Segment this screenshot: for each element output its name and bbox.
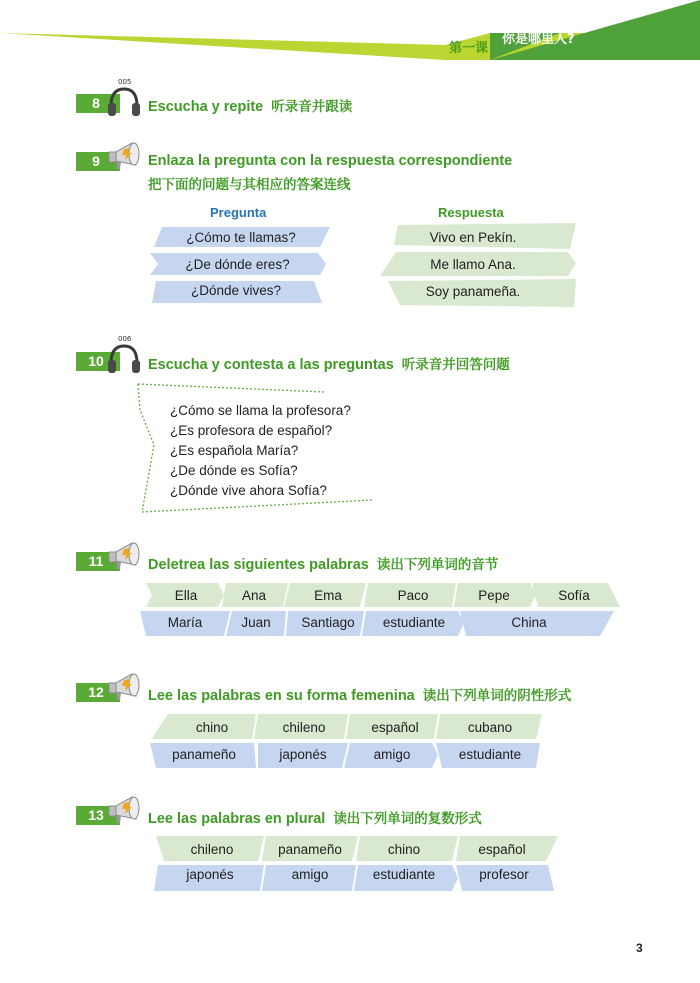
exercise-subtitle-9: 把下面的问题与其相应的答案连线	[148, 177, 351, 193]
question-item: ¿Cómo te llamas?	[186, 230, 296, 245]
exercise-title-9: Enlaza la pregunta con la respuesta correspondiente	[148, 153, 513, 169]
question-line: ¿Es profesora de español?	[170, 423, 333, 438]
plural-word: profesor	[479, 867, 529, 882]
feminine-word: japonés	[279, 747, 327, 762]
megaphone-icon	[106, 139, 144, 173]
question-line: ¿De dónde es Sofía?	[170, 463, 298, 478]
exercise-title-10: Escucha y contesta a las preguntas 听录音并回答问题	[148, 357, 510, 373]
column-header-respuesta: Respuesta	[438, 205, 504, 220]
exercise-number-11: 11	[76, 552, 120, 571]
syllable-word: Sofía	[558, 588, 590, 603]
plural-word: amigo	[291, 867, 329, 882]
syllable-word: Ella	[174, 588, 198, 603]
exercise-title-11: Deletrea las siguientes palabras 读出下列单词的音节	[148, 557, 499, 573]
syllable-word: Juan	[241, 615, 271, 630]
audio-track-number: 006	[118, 335, 132, 343]
syllable-word: Paco	[397, 588, 429, 603]
plural-word: panameño	[278, 842, 342, 857]
syllable-word: Santiago	[301, 615, 355, 630]
plural-word: chileno	[190, 842, 234, 857]
syllable-word: Ana	[241, 588, 267, 603]
question-item: ¿De dónde eres?	[185, 257, 290, 272]
answer-item: Me llamo Ana.	[430, 257, 516, 272]
feminine-word: chileno	[282, 720, 326, 735]
lesson-title: 你是哪里人?	[502, 32, 575, 47]
question-item: ¿Dónde vives?	[190, 283, 282, 298]
exercise-number-12: 12	[76, 683, 120, 702]
question-line: ¿Dónde vive ahora Sofía?	[170, 483, 327, 498]
question-line: ¿Cómo se llama la profesora?	[170, 403, 351, 418]
syllable-word: Pepe	[478, 588, 510, 603]
megaphone-icon	[106, 670, 144, 704]
column-header-pregunta: Pregunta	[210, 205, 267, 220]
headphones-icon	[106, 86, 142, 118]
syllable-word: María	[167, 615, 203, 630]
exercise-number-8: 8	[76, 94, 120, 113]
plural-word: japonés	[186, 867, 234, 882]
exercise-title-12: Lee las palabras en su forma femenina 读出下列单词的阴性形式	[148, 688, 572, 704]
lesson-label: 第一课	[449, 41, 489, 56]
feminine-word: panameño	[172, 747, 236, 762]
exercise-number-13: 13	[76, 806, 120, 825]
megaphone-icon	[106, 793, 144, 827]
syllable-word: Ema	[314, 588, 342, 603]
plural-word: chino	[387, 842, 421, 857]
audio-track-number: 005	[118, 78, 132, 86]
syllable-word: China	[511, 615, 547, 630]
page-number: 3	[636, 941, 643, 955]
feminine-word: cubano	[467, 720, 513, 735]
feminine-word: español	[371, 720, 419, 735]
feminine-word: amigo	[373, 747, 411, 762]
syllable-word: estudiante	[382, 615, 446, 630]
plural-word: estudiante	[372, 867, 436, 882]
exercise-title-8: Escucha y repite 听录音并跟读	[148, 99, 353, 115]
answer-item: Soy panameña.	[425, 284, 521, 299]
answer-item: Vivo en Pekín.	[429, 230, 517, 245]
exercise-number-10: 10	[76, 352, 120, 371]
feminine-word: estudiante	[458, 747, 522, 762]
header-band	[0, 0, 700, 70]
plural-word: español	[478, 842, 526, 857]
exercise-title-13: Lee las palabras en plural 读出下列单词的复数形式	[148, 811, 482, 827]
headphones-icon	[106, 343, 142, 375]
megaphone-icon	[106, 539, 144, 573]
exercise-number-9: 9	[76, 152, 120, 171]
feminine-word: chino	[195, 720, 229, 735]
question-line: ¿Es española María?	[170, 443, 299, 458]
